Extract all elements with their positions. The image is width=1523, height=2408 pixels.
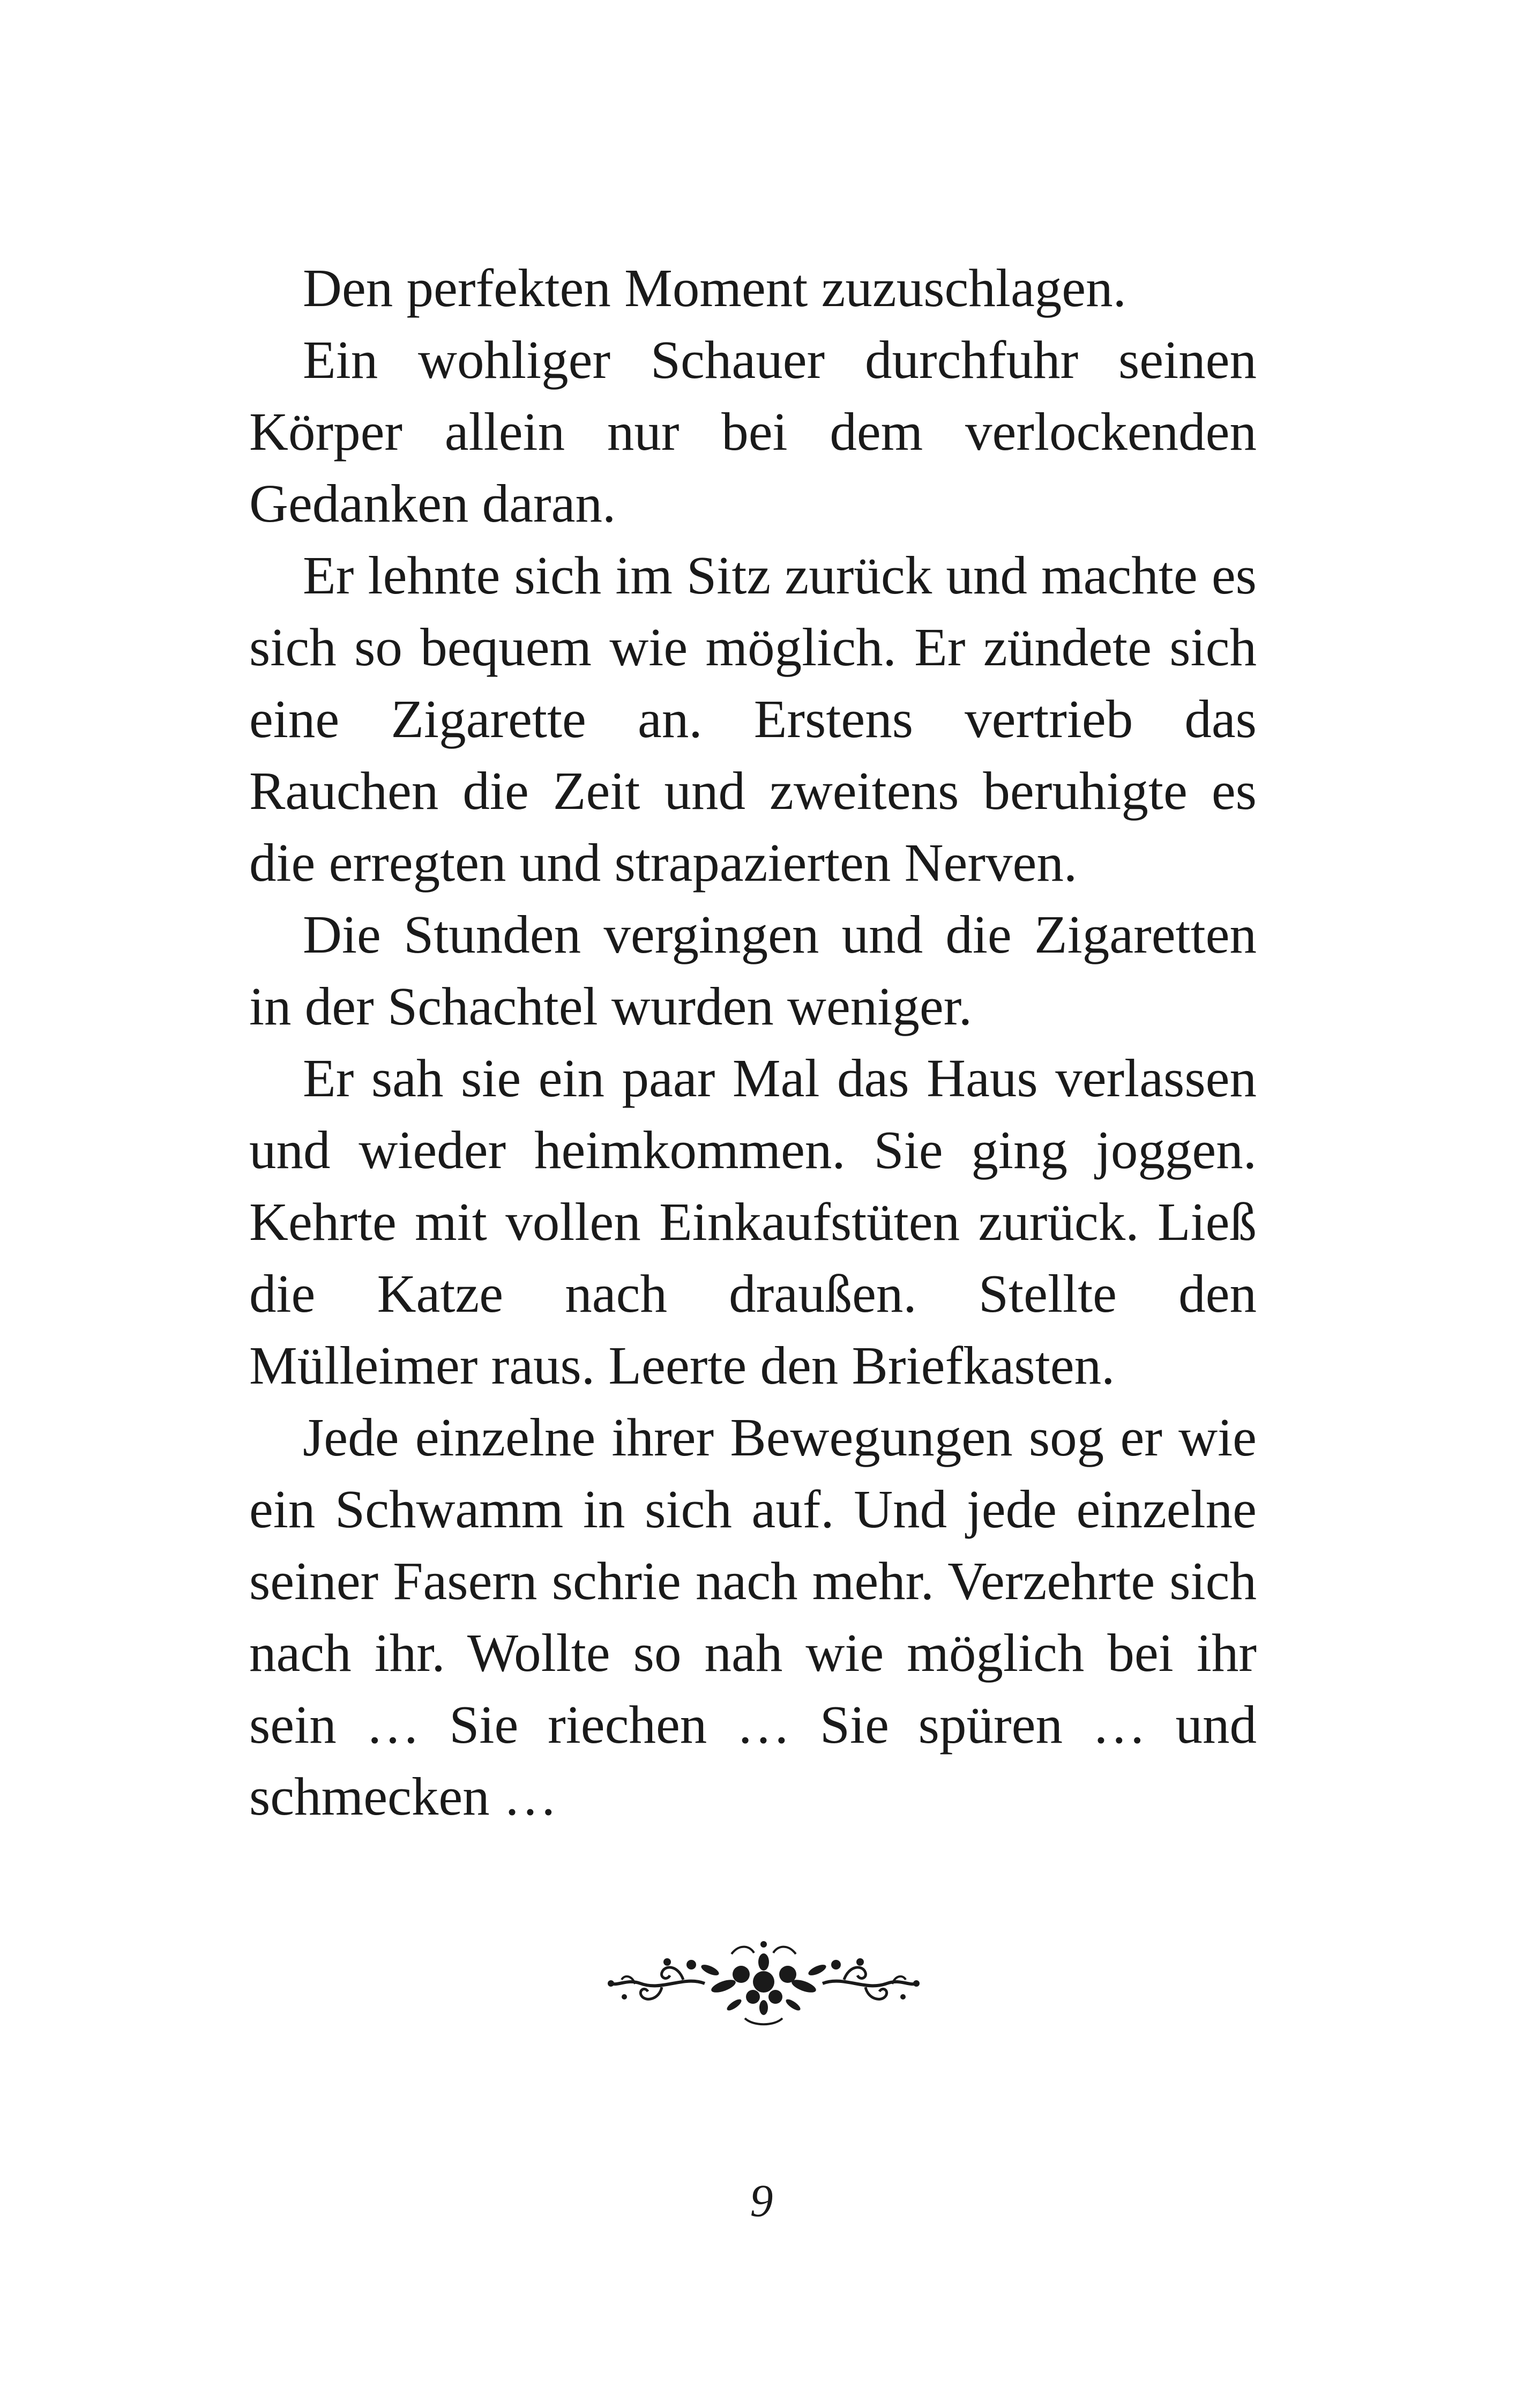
floral-vignette-icon [603, 1933, 924, 2034]
body-text [249, 252, 1257, 1832]
paragraph-6: Jede einzelne ihrer Bewegungen sog er wie ein Schwamm in sich auf. Und jede einzelne seiner Fasern schrie nach mehr. Verzehrte sich nach ihr. Wollte so nah wie möglich bei ihr sein … Sie riechen … Sie spüren … und schmecken … [249, 1407, 1257, 1826]
paragraph-5: Er sah sie ein paar Mal das Haus verlassen und wieder heimkommen. Sie ging joggen. Kehrte mit vollen Einkaufstüten zurück. Ließ die Katze nach draußen. Stellte den Mülleimer raus. Leerte den Briefkasten. [249, 1048, 1257, 1395]
paragraph-2: Ein wohliger Schauer durchfuhr seinen Körper allein nur bei dem verlockenden Gedanken daran. [249, 330, 1257, 533]
paragraph-3: Er lehnte sich im Sitz zurück und machte es sich so bequem wie möglich. Er zündete sich eine Zigarette an. Erstens vertrieb das Rauchen die Zeit und zweitens beruhigte es die erregten und strapazierten Nerven. [249, 545, 1257, 893]
paragraph-4: Die Stunden vergingen und die Zigaretten in der Schachtel wurden weniger. [249, 904, 1257, 1036]
paragraph-1: Den perfekten Moment zuzuschlagen. [303, 258, 1126, 318]
page-number: 9 [750, 2175, 773, 2226]
